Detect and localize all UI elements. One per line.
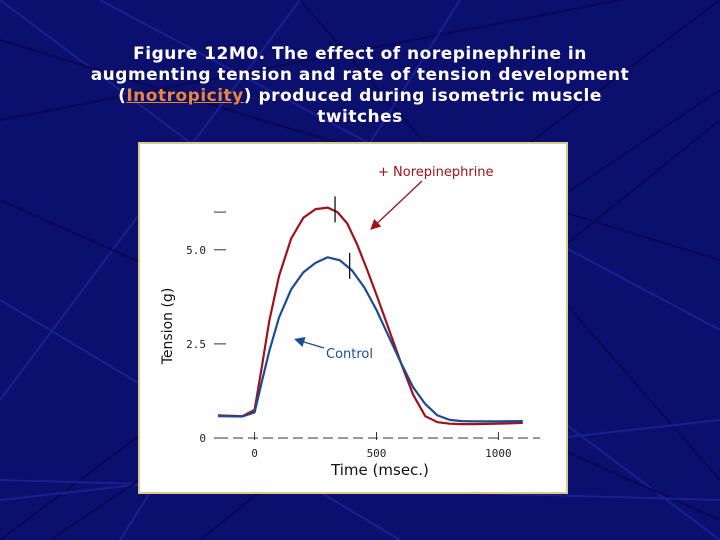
inotropicity-link[interactable]: Inotropicity <box>126 86 244 106</box>
title-line-4: twitches <box>317 107 403 127</box>
title-line-1: Figure 12M0. The effect of norepinephrine in <box>133 44 587 64</box>
y-tick-label: 0 <box>199 432 206 445</box>
control-line <box>218 257 523 421</box>
title-paren-open: ( <box>118 86 127 106</box>
norepinephrine-label: + Norepinephrine <box>378 165 494 180</box>
x-tick-label: 1000 <box>485 447 512 460</box>
title-line-3 <box>40 86 680 107</box>
control-arrow <box>295 339 324 348</box>
control-label: Control <box>326 347 373 362</box>
norepinephrine-line <box>218 208 523 425</box>
title-line-3-rest: ) produced during isometric muscle <box>243 86 602 106</box>
norepinephrine-arrow <box>371 181 422 229</box>
tension-chart <box>140 144 566 492</box>
y-tick-label: 2.5 <box>186 337 206 351</box>
x-axis-label: Time (msec.) <box>331 461 429 479</box>
y-tick-label: 5.0 <box>186 243 206 257</box>
y-axis-label: Tension (g) <box>160 287 176 365</box>
x-tick-label: 0 <box>251 447 258 460</box>
title-line-2: augmenting tension and rate of tension development <box>90 65 630 85</box>
slide-title <box>40 44 680 128</box>
chart-panel <box>138 142 568 494</box>
x-tick-label: 500 <box>366 447 387 460</box>
